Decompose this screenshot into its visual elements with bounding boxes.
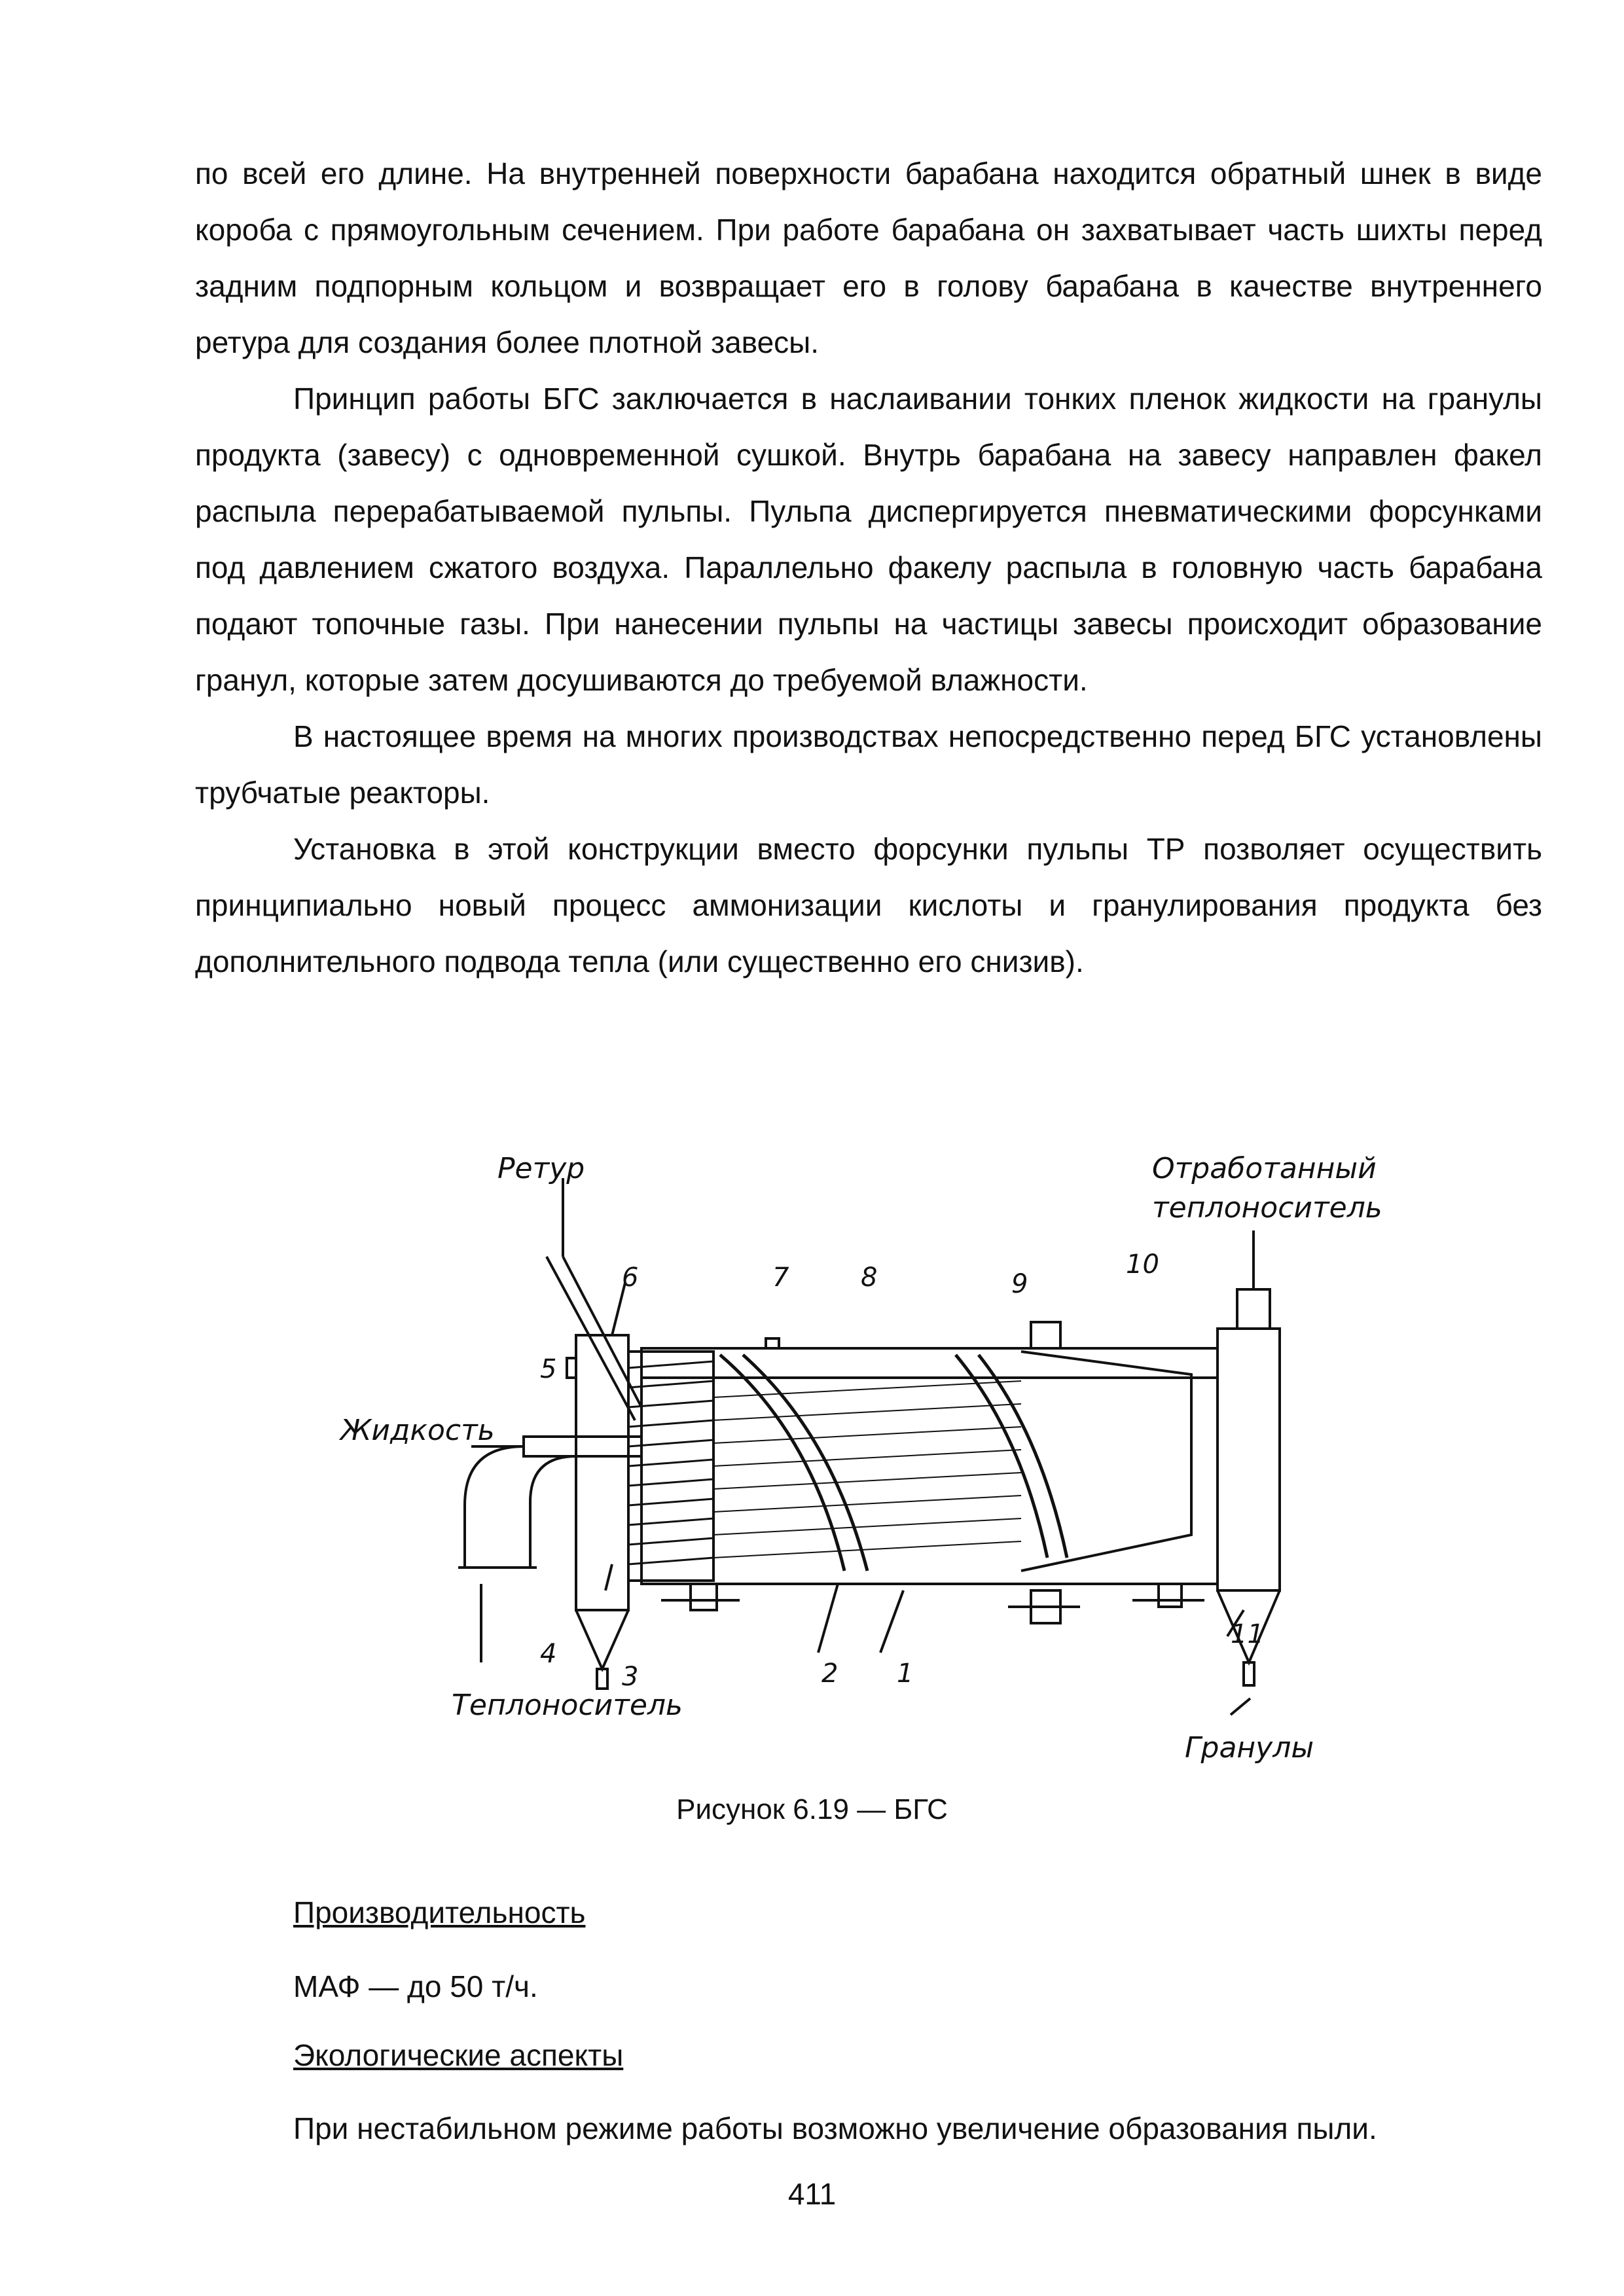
label-heat-carrier: Теплоноситель <box>452 1689 683 1722</box>
number-3: 3 <box>622 1662 639 1692</box>
number-6: 6 <box>622 1263 639 1293</box>
number-1: 1 <box>897 1659 914 1689</box>
productivity-value: МАФ — до 50 т/ч. <box>293 1969 538 2003</box>
number-11: 11 <box>1231 1619 1264 1649</box>
number-5: 5 <box>540 1354 557 1384</box>
number-7: 7 <box>772 1263 789 1293</box>
label-granules: Гранулы <box>1185 1731 1314 1765</box>
paragraph-2: Принцип работы БГС заключается в наслаивании тонких пленок жидкости на гранулы продукта (завесу) с одновременной сушкой. Внутрь барабана на завесу направлен факел распыла перерабатываемой пульпы. Пульпа диспергируется пневматическими форсунками под давлением сжатого воздуха. Параллельно факелу распыла в головную часть барабана подают топочные газы. При нанесении пульпы на частицы завесы происходит образование гранул, которые затем досушиваются до требуемой влажности. <box>195 382 1542 697</box>
label-spent-2: теплоноситель <box>1152 1191 1382 1225</box>
ecology-heading: Экологические аспекты <box>293 2038 624 2072</box>
ecology-text: При нестабильном режиме работы возможно увеличение образования пыли. <box>293 2111 1377 2145</box>
paragraph-4: Установка в этой конструкции вместо форсунки пульпы ТР позволяет осуществить принципиально новый процесс аммонизации кислоты и гранулирования продукта без дополнительного подвода тепла (или существенно его снизив). <box>195 832 1542 978</box>
page-number: 411 <box>787 2177 837 2211</box>
paragraph-1: по всей его длине. На внутренней поверхности барабана находится обратный шнек в виде короба с прямоугольным сечением. При работе барабана он захватывает часть шихты перед задним подпорным кольцом и возвращает его в голову барабана в качестве внутреннего ретура для создания более плотной завесы. <box>195 156 1542 359</box>
productivity-heading: Производительность <box>293 1895 586 1929</box>
drum-granulator-diagram <box>314 1139 1414 1780</box>
figure-caption: Рисунок 6.19 — БГС <box>676 1793 948 1825</box>
number-10: 10 <box>1126 1249 1159 1280</box>
paragraph-3: В настоящее время на многих производствах непосредственно перед БГС установлены трубчатые реакторы. <box>195 719 1542 810</box>
label-spent-1: Отработанный <box>1152 1152 1377 1185</box>
body-text <box>195 145 1542 990</box>
label-retur: Ретур <box>497 1152 585 1185</box>
number-9: 9 <box>1011 1269 1028 1299</box>
label-liquid: Жидкость <box>340 1414 495 1447</box>
number-2: 2 <box>821 1659 839 1689</box>
number-8: 8 <box>861 1263 878 1293</box>
number-4: 4 <box>540 1639 557 1669</box>
